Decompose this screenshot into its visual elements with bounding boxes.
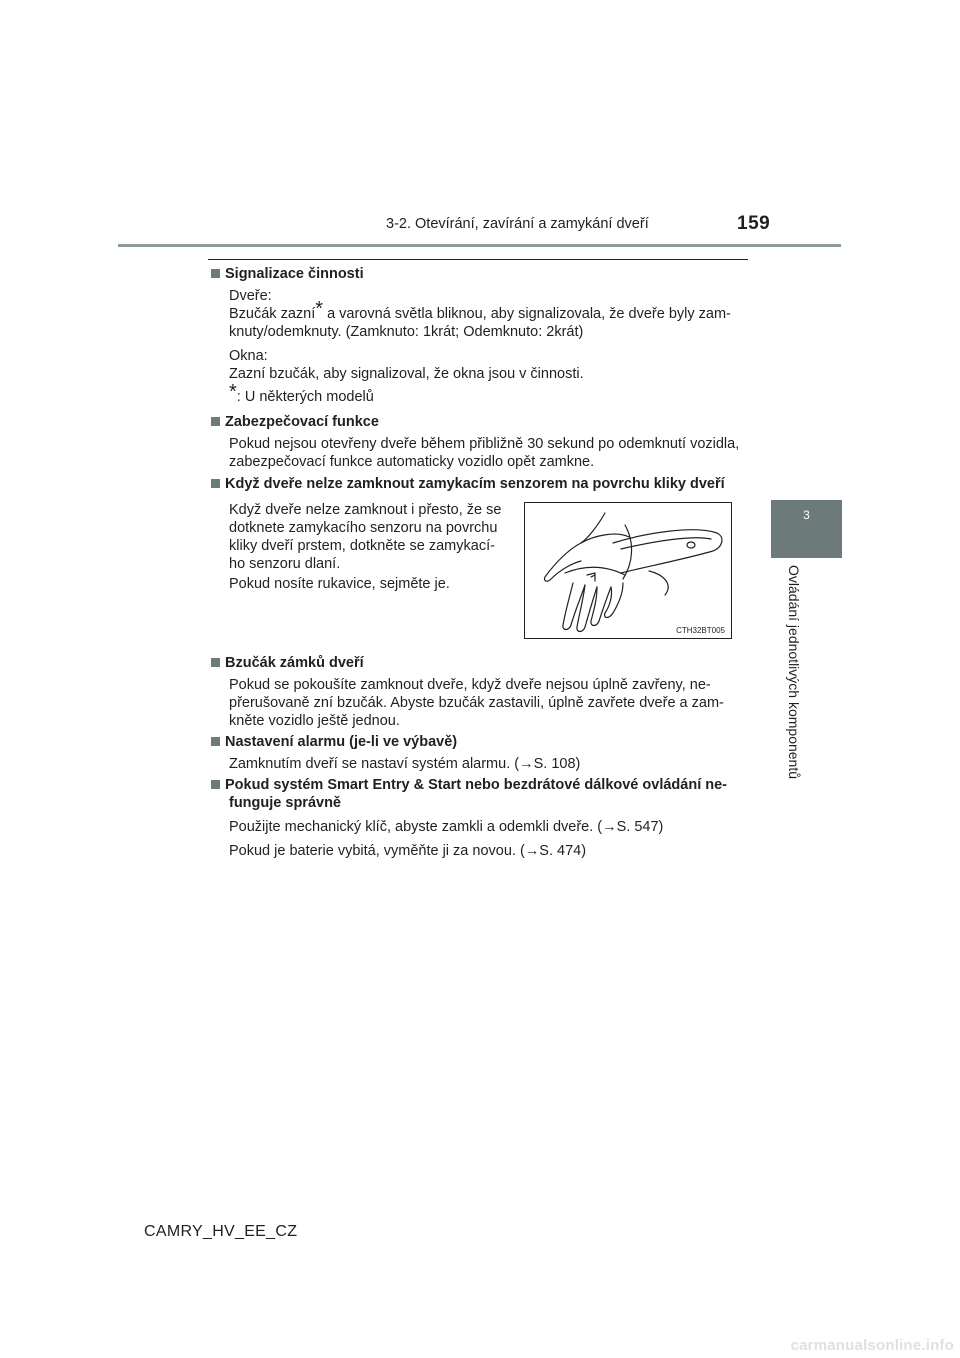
chapter-number: 3 bbox=[803, 508, 810, 522]
figure-code: CTH32BT005 bbox=[676, 626, 725, 635]
paragraph-bzucak: Pokud se pokoušíte zamknout dveře, když dveře nejsou úplně zavřeny, ne- přerušovaně zní bzučák. Abyste bzučák zastavili, úplně zavřete dveře a zam- kněte vozidlo ještě jednou. bbox=[229, 677, 724, 729]
square-bullet-icon bbox=[211, 780, 220, 789]
chapter-tab-divider bbox=[771, 558, 842, 559]
door-handle-illustration bbox=[524, 502, 732, 639]
footnote-star-icon: * bbox=[315, 298, 324, 320]
model-code: CAMRY_HV_EE_CZ bbox=[144, 1223, 298, 1240]
square-bullet-icon bbox=[211, 479, 220, 488]
section-heading-bzucak: Bzučák zámků dveří bbox=[211, 655, 364, 671]
content-top-rule bbox=[208, 259, 748, 260]
paragraph-zabezpecovaci: Pokud nejsou otevřeny dveře během přibližně 30 sekund po odemknutí vozidla, zabezpečovací funkce automaticky vozidlo opět zamkne. bbox=[229, 436, 740, 470]
paragraph-gloves: Pokud nosíte rukavice, sejměte je. bbox=[229, 576, 450, 592]
square-bullet-icon bbox=[211, 737, 220, 746]
section-heading-smart-entry-cont: funguje správně bbox=[229, 795, 341, 811]
paragraph-senzor: Když dveře nelze zamknout i přesto, že se dotknete zamykacího senzoru na povrchu kliky dveří prstem, dotkněte se zamykací- ho senzoru dlaní. bbox=[229, 502, 502, 572]
section-heading-alarm: Nastavení alarmu (je-li ve výbavě) bbox=[211, 734, 457, 750]
header-rule bbox=[118, 244, 841, 247]
paragraph-doors: Dveře: Bzučák zazní* a varovná světla bliknou, aby signalizovala, že dveře byly zam- knuty/odemknuty. (Zamknuto: 1krát; Odemknuto: 2krát) bbox=[229, 288, 731, 340]
section-heading-smart-entry: Pokud systém Smart Entry & Start nebo bezdrátové dálkové ovládání ne- bbox=[211, 777, 727, 793]
chapter-title: Ovládání jednotlivých komponentů bbox=[786, 565, 802, 780]
section-heading-signalizace: Signalizace činnosti bbox=[211, 266, 364, 282]
watermark: carmanualsonline.info bbox=[790, 1337, 954, 1354]
section-title: 3-2. Otevírání, zavírání a zamykání dveří bbox=[386, 216, 649, 232]
section-heading-senzor: Když dveře nelze zamknout zamykacím senzorem na povrchu kliky dveří bbox=[211, 476, 725, 492]
chapter-tab bbox=[771, 500, 842, 558]
footnote: *: U některých modelů bbox=[229, 381, 374, 405]
square-bullet-icon bbox=[211, 658, 220, 667]
square-bullet-icon bbox=[211, 269, 220, 278]
paragraph-windows: Okna: Zazní bzučák, aby signalizoval, že okna jsou v činnosti. bbox=[229, 348, 584, 382]
square-bullet-icon bbox=[211, 417, 220, 426]
footnote-star-icon: * bbox=[229, 381, 237, 403]
hand-on-door-handle-icon bbox=[525, 503, 731, 638]
paragraph-alarm: Zamknutím dveří se nastaví systém alarmu. (→S. 108) bbox=[229, 756, 581, 772]
paragraph-smart-entry-key: Použijte mechanický klíč, abyste zamkli a odemkli dveře. (→S. 547) bbox=[229, 819, 664, 835]
page-number: 159 bbox=[737, 213, 771, 234]
paragraph-smart-entry-battery: Pokud je baterie vybitá, vyměňte ji za novou. (→S. 474) bbox=[229, 843, 587, 859]
section-heading-zabezpecovaci: Zabezpečovací funkce bbox=[211, 414, 379, 430]
